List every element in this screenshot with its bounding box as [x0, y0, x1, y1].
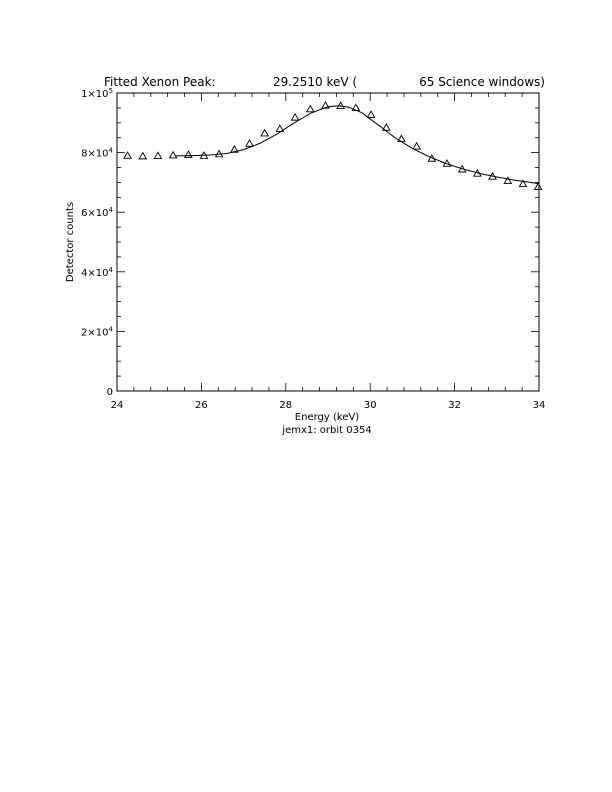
x-tick-label: 26 [195, 400, 208, 411]
x-axis-label: Energy (keV) [294, 412, 360, 423]
y-tick-label: $6\times 10^4$ [81, 206, 113, 220]
x-tick-label: 32 [448, 400, 461, 411]
x-tick-label: 24 [110, 400, 124, 411]
x-tick-label: 34 [532, 400, 546, 411]
x-tick-label: 28 [279, 400, 293, 411]
y-tick-label: $2\times 10^4$ [81, 325, 113, 339]
x-tick-label: 30 [363, 400, 377, 411]
chart-subtitle: jemx1: orbit 0354 [282, 425, 372, 436]
y-tick-label: $4\times 10^4$ [81, 265, 113, 279]
y-tick-label: 0 [106, 387, 113, 398]
chart-title-part1: Fitted Xenon Peak: [104, 75, 216, 89]
chart-title-part3: 65 Science windows) [419, 75, 545, 89]
chart-title-part2: 29.2510 keV ( [273, 75, 358, 89]
y-tick-label: $1\times 10^5$ [81, 87, 113, 100]
y-axis-label: Detector counts [65, 201, 76, 283]
y-tick-label: $8\times 10^4$ [81, 146, 113, 160]
